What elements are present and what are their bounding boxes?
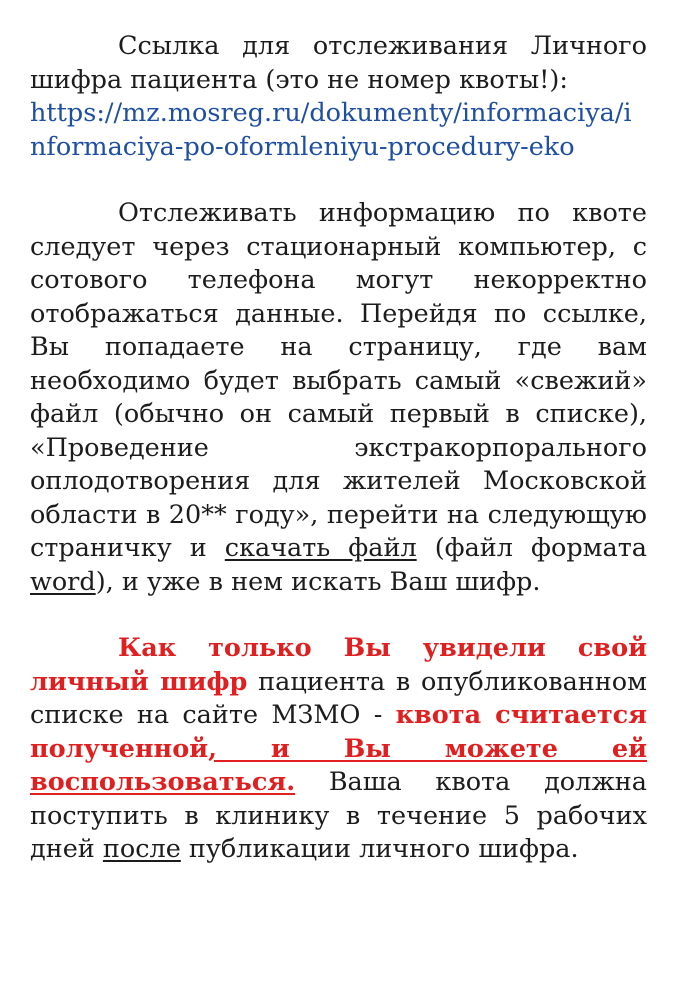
word-format-text: word xyxy=(30,566,96,597)
quota-text-3: публикации личного шифра. xyxy=(180,834,579,864)
after-text: после xyxy=(102,834,181,864)
quota-text-2: Ваша квота должна поступить в клинику в течение 5 рабочих дней xyxy=(30,767,647,864)
paragraph-instructions xyxy=(30,197,647,599)
link-intro-text: Ссылка для отслеживания Личного шифра пациента (это не номер квоты!): xyxy=(30,31,647,95)
paragraph-quota-info xyxy=(30,632,647,867)
highlight-quota-received: квота считается полученной xyxy=(30,700,647,764)
highlight-can-use: , и Вы можете ей воспользоваться. xyxy=(30,733,647,797)
paragraph-link-info xyxy=(30,30,647,164)
highlight-code-seen: Как только Вы увидели свой личный шифр xyxy=(30,633,647,697)
instructions-text-1: Отслеживать информацию по квоте следует через стационарный компьютер, с сотового телефона могут некорректно отображаться данные. Перейдя по ссылке, Вы попадаете на страницу, где вам необходимо будет выбрать самый «свежий» файл (обычно он самый первый в списке), «Проведение экстракорпорального оплодотворения для жителей Московской области в 20** году», перейти на следующую страничку и xyxy=(30,198,647,563)
patient-code-link[interactable]: https://mz.mosreg.ru/dokumenty/informaciya/informaciya-po-oformleniyu-procedury-eko xyxy=(30,98,632,162)
instructions-text-2: (файл формата xyxy=(416,533,648,563)
download-file-text: скачать файл xyxy=(224,533,417,563)
instructions-text-3: ), и уже в нем искать Ваш шифр. xyxy=(95,566,541,597)
quota-text-1: пациента в опубликованном списке на сайте МЗМО - xyxy=(30,666,647,730)
